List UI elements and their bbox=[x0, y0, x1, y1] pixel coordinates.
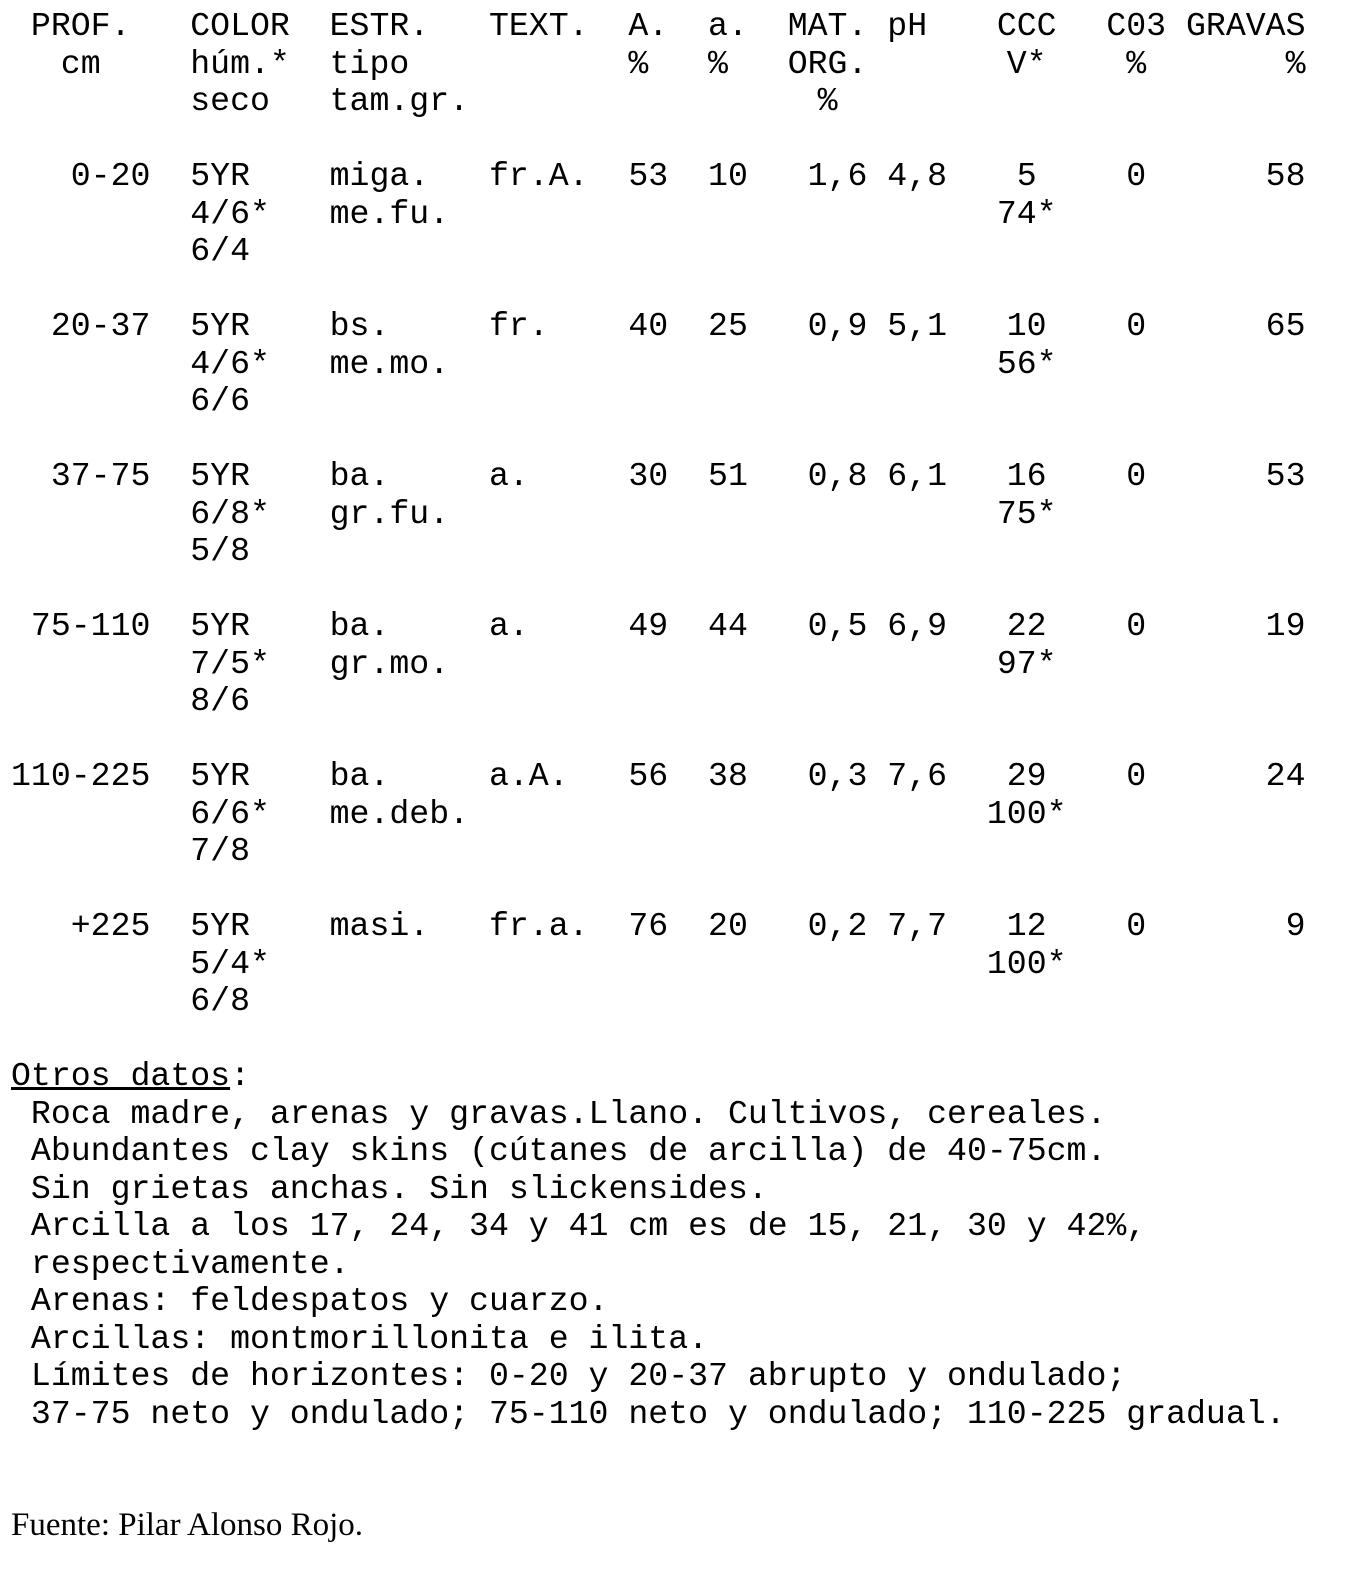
cell-ccc: 12 bbox=[1006, 907, 1047, 945]
cell-arena: 76 bbox=[628, 907, 669, 945]
cell-gravas: 19 bbox=[1265, 607, 1306, 645]
cell-ccc: 29 bbox=[1006, 757, 1047, 795]
cell-gravas: 24 bbox=[1265, 757, 1306, 795]
cell-ph: 6,9 bbox=[887, 607, 948, 645]
cell-mo: 0,3 bbox=[807, 757, 868, 795]
table-row bbox=[11, 496, 1286, 534]
cell-gravas: 65 bbox=[1265, 307, 1306, 345]
cell-ccc: 97* bbox=[996, 644, 1057, 683]
cell-gravas: 58 bbox=[1265, 157, 1306, 195]
cell-ccc: 100* bbox=[986, 794, 1067, 833]
cell-ccc: V* bbox=[1006, 44, 1047, 83]
table-row bbox=[11, 946, 1286, 984]
cell-estr: ba. bbox=[329, 757, 390, 795]
cell-prof: cm bbox=[60, 44, 101, 83]
cell-prof: 75-110 bbox=[30, 607, 151, 645]
cell-color: 6/6* bbox=[190, 794, 270, 833]
cell-text: a. bbox=[488, 607, 529, 645]
cell-ccc: 10 bbox=[1006, 307, 1047, 345]
cell-ccc: 5 bbox=[1016, 157, 1037, 195]
cell-co3: 0 bbox=[1126, 907, 1147, 945]
cell-color: 5/4* bbox=[190, 944, 270, 983]
cell-arcilla: 10 bbox=[708, 157, 748, 195]
notes-heading bbox=[11, 1058, 1286, 1096]
cell-co3: C03 bbox=[1106, 7, 1167, 45]
table-header-line bbox=[11, 83, 1286, 121]
table-spacer bbox=[11, 1021, 1286, 1059]
table-row bbox=[11, 196, 1286, 234]
cell-mo: 1,6 bbox=[807, 157, 868, 195]
cell-arena: 53 bbox=[628, 157, 669, 195]
cell-co3: 0 bbox=[1126, 757, 1147, 795]
notes-line: Arenas: feldespatos y cuarzo. bbox=[30, 1282, 609, 1320]
soil-profile-document bbox=[11, 7, 1306, 1433]
notes-line: Abundantes clay skins (cútanes de arcilla) de 40-75cm. bbox=[30, 1132, 1107, 1170]
cell-color: COLOR bbox=[190, 7, 290, 45]
cell-ph: 4,8 bbox=[887, 157, 948, 195]
cell-prof: 20-37 bbox=[50, 307, 151, 345]
notes-line: respectivamente. bbox=[30, 1244, 350, 1283]
cell-arena: 30 bbox=[628, 457, 669, 495]
cell-ccc: 75* bbox=[996, 494, 1057, 533]
cell-color: 4/6* bbox=[190, 194, 270, 233]
cell-gravas: GRAVAS bbox=[1186, 7, 1306, 45]
cell-prof: 37-75 bbox=[50, 457, 151, 495]
cell-text: fr.a. bbox=[488, 907, 589, 945]
cell-estr: tam.gr. bbox=[329, 82, 470, 120]
cell-text: TEXT. bbox=[488, 7, 589, 45]
table-row bbox=[11, 157, 1306, 196]
cell-prof: 0-20 bbox=[70, 157, 151, 195]
cell-co3: 0 bbox=[1126, 607, 1147, 645]
table-spacer bbox=[11, 571, 1286, 609]
cell-ccc: 74* bbox=[996, 194, 1057, 233]
table-row bbox=[11, 607, 1306, 646]
cell-estr: me.fu. bbox=[329, 194, 450, 233]
table-row bbox=[11, 307, 1306, 346]
notes-line: Arcillas: montmorillonita e ilita. bbox=[30, 1319, 709, 1358]
cell-gravas: 9 bbox=[1285, 907, 1306, 945]
cell-color: 5YR bbox=[190, 907, 250, 945]
cell-color: 5YR bbox=[190, 157, 250, 195]
cell-estr: masi. bbox=[329, 907, 430, 945]
cell-color: 5YR bbox=[190, 607, 250, 645]
cell-ccc: 22 bbox=[1006, 607, 1047, 645]
notes-line: Arcilla a los 17, 24, 34 y 41 cm es de 15, 21, 30 y 42%, bbox=[30, 1207, 1147, 1245]
cell-ccc: CCC bbox=[996, 7, 1057, 45]
cell-arena: 40 bbox=[628, 307, 669, 345]
cell-co3: 0 bbox=[1126, 457, 1147, 495]
notes-line: Límites de horizontes: 0-20 y 20-37 abrupto y ondulado; bbox=[30, 1357, 1127, 1395]
cell-estr: gr.fu. bbox=[329, 494, 450, 533]
cell-ph: 7,7 bbox=[887, 907, 948, 945]
cell-mo: MAT. bbox=[787, 7, 868, 45]
cell-color: seco bbox=[190, 82, 270, 120]
cell-color: 4/6* bbox=[190, 344, 270, 383]
cell-text: a. bbox=[488, 457, 529, 495]
cell-estr: bs. bbox=[329, 307, 390, 345]
table-row bbox=[11, 533, 1286, 571]
cell-mo: 0,2 bbox=[807, 907, 868, 945]
cell-color: 6/6 bbox=[190, 382, 250, 420]
cell-estr: tipo bbox=[329, 44, 410, 83]
cell-arcilla: a. bbox=[708, 7, 748, 45]
cell-text: fr.A. bbox=[488, 157, 589, 195]
table-spacer bbox=[11, 421, 1286, 459]
table-spacer bbox=[11, 871, 1286, 909]
cell-arena: A. bbox=[628, 7, 669, 45]
cell-mo: % bbox=[817, 82, 838, 120]
cell-arcilla: 44 bbox=[708, 607, 748, 645]
notes-line: Sin grietas anchas. Sin slickensides. bbox=[30, 1169, 768, 1208]
table-row bbox=[11, 457, 1306, 496]
notes-line: 37-75 neto y ondulado; 75-110 neto y ondulado; 110-225 gradual. bbox=[30, 1394, 1286, 1433]
cell-arena: % bbox=[628, 44, 649, 83]
cell-gravas: 53 bbox=[1265, 457, 1306, 495]
cell-prof: PROF. bbox=[30, 7, 131, 45]
table-header-line bbox=[11, 7, 1306, 46]
cell-mo: ORG. bbox=[787, 44, 868, 83]
cell-color: 6/8* bbox=[190, 494, 270, 533]
cell-arcilla: % bbox=[708, 44, 728, 83]
cell-arcilla: 38 bbox=[708, 757, 748, 795]
table-row bbox=[11, 796, 1286, 834]
notes-heading-text: Otros datos bbox=[11, 1057, 231, 1095]
cell-color: 8/6 bbox=[190, 682, 250, 720]
cell-color: 7/5* bbox=[190, 644, 270, 683]
table-spacer bbox=[11, 271, 1286, 309]
cell-estr: ESTR. bbox=[329, 7, 430, 45]
table-row bbox=[11, 383, 1286, 421]
table-row bbox=[11, 646, 1286, 684]
cell-mo: 0,9 bbox=[807, 307, 868, 345]
cell-color: 7/8 bbox=[190, 832, 250, 870]
cell-color: 6/4 bbox=[190, 232, 250, 270]
cell-ccc: 100* bbox=[986, 944, 1067, 983]
table-row bbox=[11, 757, 1306, 796]
table-row bbox=[11, 833, 1286, 871]
cell-ph: 7,6 bbox=[887, 757, 948, 795]
cell-text: a.A. bbox=[488, 757, 569, 795]
cell-mo: 0,8 bbox=[807, 457, 868, 495]
table-row bbox=[11, 233, 1286, 271]
cell-estr: me.deb. bbox=[329, 794, 470, 833]
cell-color: 6/8 bbox=[190, 982, 250, 1020]
table-spacer bbox=[11, 121, 1286, 159]
cell-ph: pH bbox=[887, 7, 928, 45]
table-row bbox=[11, 983, 1286, 1021]
cell-arcilla: 20 bbox=[708, 907, 748, 945]
table-spacer bbox=[11, 721, 1286, 759]
cell-ccc: 16 bbox=[1006, 457, 1047, 495]
cell-estr: ba. bbox=[329, 607, 390, 645]
notes-line: Roca madre, arenas y gravas.Llano. Cultivos, cereales. bbox=[30, 1094, 1107, 1133]
cell-prof: 110-225 bbox=[11, 757, 151, 795]
cell-arcilla: 25 bbox=[708, 307, 748, 345]
cell-gravas: % bbox=[1285, 44, 1306, 83]
table-row bbox=[11, 683, 1286, 721]
cell-arena: 49 bbox=[628, 607, 669, 645]
cell-mo: 0,5 bbox=[807, 607, 868, 645]
cell-ccc: 56* bbox=[996, 344, 1057, 383]
cell-color: 5YR bbox=[190, 757, 250, 795]
cell-ph: 5,1 bbox=[887, 307, 948, 345]
cell-arcilla: 51 bbox=[708, 457, 748, 495]
cell-ph: 6,1 bbox=[887, 457, 948, 495]
table-row bbox=[11, 346, 1286, 384]
cell-estr: gr.mo. bbox=[329, 644, 450, 683]
table-row bbox=[11, 907, 1306, 946]
cell-co3: 0 bbox=[1126, 307, 1147, 345]
cell-co3: 0 bbox=[1126, 157, 1147, 195]
cell-estr: me.mo. bbox=[329, 344, 450, 383]
cell-color: húm.* bbox=[190, 44, 290, 83]
notes-heading-colon: : bbox=[230, 1057, 250, 1095]
table-header-line bbox=[11, 44, 1306, 84]
cell-color: 5YR bbox=[190, 457, 250, 495]
source-citation: Fuente: Pilar Alonso Rojo. bbox=[11, 1507, 364, 1543]
cell-co3: % bbox=[1126, 44, 1147, 83]
cell-estr: miga. bbox=[329, 157, 430, 195]
cell-text: fr. bbox=[488, 307, 549, 345]
cell-color: 5/8 bbox=[190, 532, 250, 570]
cell-color: 5YR bbox=[190, 307, 250, 345]
cell-arena: 56 bbox=[628, 757, 669, 795]
cell-prof: +225 bbox=[70, 907, 151, 945]
cell-estr: ba. bbox=[329, 457, 390, 495]
